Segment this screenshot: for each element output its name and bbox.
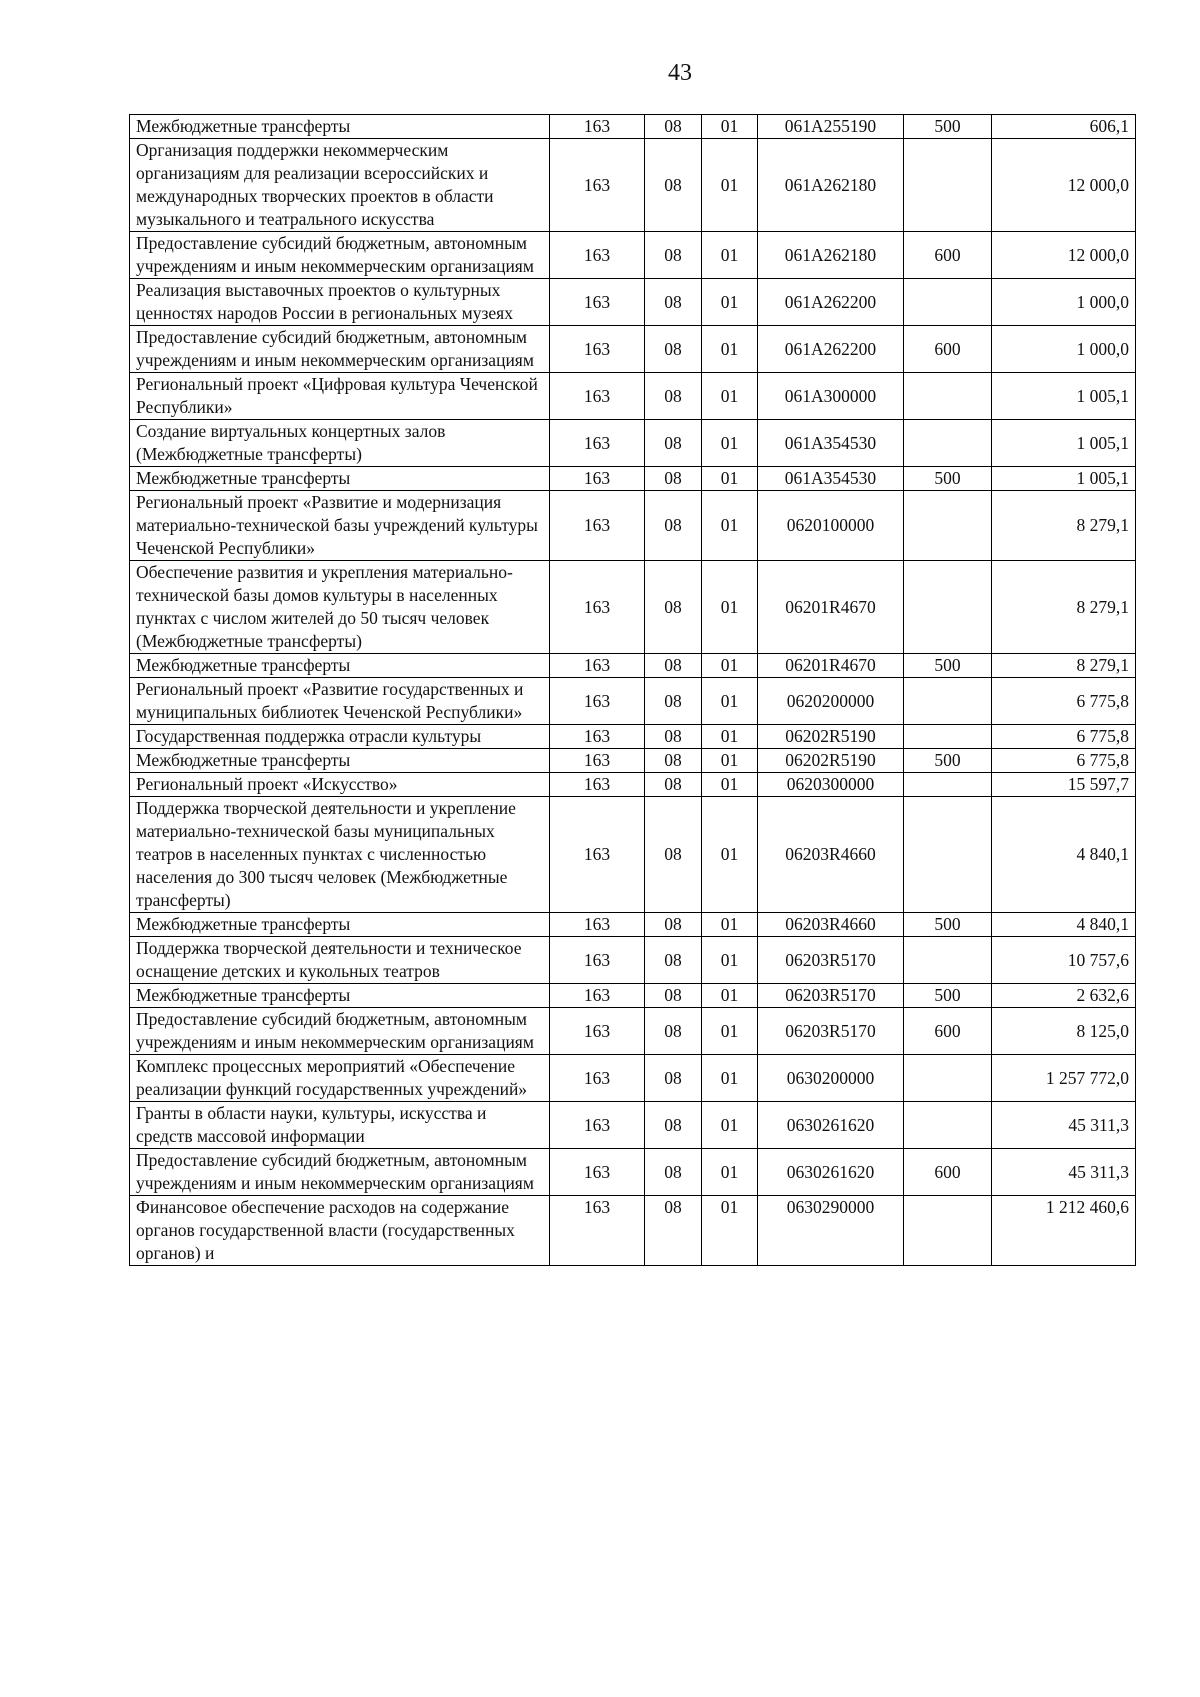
- amount-cell: 606,1: [992, 115, 1136, 139]
- expense-type-cell: 500: [904, 749, 992, 773]
- subsection-code-cell: 01: [702, 1149, 758, 1196]
- section-code-cell: 08: [645, 1196, 702, 1266]
- section-code-cell: 08: [645, 279, 702, 326]
- table-row: [130, 326, 1136, 373]
- subsection-code-cell: 01: [702, 678, 758, 725]
- section-code-cell: 08: [645, 773, 702, 797]
- subsection-code-cell: 01: [702, 1196, 758, 1266]
- ministry-code-cell: 163: [550, 1008, 645, 1055]
- ministry-code-cell: 163: [550, 937, 645, 984]
- section-code-cell: 08: [645, 1055, 702, 1102]
- amount-cell: 1 000,0: [992, 279, 1136, 326]
- expense-name-cell: Предоставление субсидий бюджетным, автономным учреждениям и иным некоммерческим организациям: [130, 326, 550, 373]
- subsection-code-cell: 01: [702, 725, 758, 749]
- table-row: [130, 749, 1136, 773]
- ministry-code-cell: 163: [550, 1149, 645, 1196]
- section-code-cell: 08: [645, 749, 702, 773]
- expense-type-cell: [904, 1055, 992, 1102]
- amount-cell: 1 257 772,0: [992, 1055, 1136, 1102]
- target-article-cell: 06203R5170: [758, 1008, 904, 1055]
- expense-type-cell: [904, 1102, 992, 1149]
- expense-name-cell: Региональный проект «Цифровая культура Чеченской Республики»: [130, 373, 550, 420]
- expense-name-cell: Региональный проект «Развитие и модернизация материально-технической базы учреждений культуры Чеченской Республики»: [130, 491, 550, 561]
- amount-cell: 8 125,0: [992, 1008, 1136, 1055]
- expense-type-cell: [904, 491, 992, 561]
- table-row: [130, 1008, 1136, 1055]
- section-code-cell: 08: [645, 1102, 702, 1149]
- amount-cell: 8 279,1: [992, 654, 1136, 678]
- amount-cell: 6 775,8: [992, 749, 1136, 773]
- expense-type-cell: 600: [904, 1149, 992, 1196]
- section-code-cell: 08: [645, 115, 702, 139]
- expense-name-cell: Поддержка творческой деятельности и техническое оснащение детских и кукольных театров: [130, 937, 550, 984]
- amount-cell: 6 775,8: [992, 725, 1136, 749]
- section-code-cell: 08: [645, 232, 702, 279]
- expense-type-cell: 500: [904, 913, 992, 937]
- ministry-code-cell: 163: [550, 654, 645, 678]
- ministry-code-cell: 163: [550, 232, 645, 279]
- expense-name-cell: Гранты в области науки, культуры, искусства и средств массовой информации: [130, 1102, 550, 1149]
- expense-type-cell: [904, 678, 992, 725]
- table-row: [130, 1055, 1136, 1102]
- ministry-code-cell: 163: [550, 678, 645, 725]
- target-article-cell: 06201R4670: [758, 561, 904, 654]
- section-code-cell: 08: [645, 937, 702, 984]
- table-body: [130, 115, 1136, 1266]
- subsection-code-cell: 01: [702, 279, 758, 326]
- ministry-code-cell: 163: [550, 1102, 645, 1149]
- target-article-cell: 061A262200: [758, 326, 904, 373]
- section-code-cell: 08: [645, 984, 702, 1008]
- table-row: [130, 373, 1136, 420]
- table-row: [130, 913, 1136, 937]
- expense-name-cell: Финансовое обеспечение расходов на содержание органов государственной власти (государственных органов) и: [130, 1196, 550, 1266]
- expense-type-cell: [904, 797, 992, 913]
- subsection-code-cell: 01: [702, 1055, 758, 1102]
- page-number: 43: [668, 60, 692, 86]
- target-article-cell: 0620100000: [758, 491, 904, 561]
- expense-name-cell: Межбюджетные трансферты: [130, 749, 550, 773]
- expense-type-cell: [904, 279, 992, 326]
- table-row: [130, 773, 1136, 797]
- ministry-code-cell: 163: [550, 139, 645, 232]
- target-article-cell: 0630261620: [758, 1102, 904, 1149]
- section-code-cell: 08: [645, 491, 702, 561]
- subsection-code-cell: 01: [702, 984, 758, 1008]
- amount-cell: 4 840,1: [992, 797, 1136, 913]
- section-code-cell: 08: [645, 678, 702, 725]
- target-article-cell: 06202R5190: [758, 725, 904, 749]
- section-code-cell: 08: [645, 797, 702, 913]
- amount-cell: 1 000,0: [992, 326, 1136, 373]
- amount-cell: 1 005,1: [992, 420, 1136, 467]
- expense-type-cell: [904, 937, 992, 984]
- ministry-code-cell: 163: [550, 279, 645, 326]
- section-code-cell: 08: [645, 654, 702, 678]
- target-article-cell: 061A262180: [758, 139, 904, 232]
- target-article-cell: 061A262200: [758, 279, 904, 326]
- expense-name-cell: Создание виртуальных концертных залов (Межбюджетные трансферты): [130, 420, 550, 467]
- amount-cell: 8 279,1: [992, 491, 1136, 561]
- target-article-cell: 061A255190: [758, 115, 904, 139]
- subsection-code-cell: 01: [702, 467, 758, 491]
- expense-name-cell: Комплекс процессных мероприятий «Обеспечение реализации функций государственных учреждений»: [130, 1055, 550, 1102]
- expense-type-cell: [904, 1196, 992, 1266]
- expense-name-cell: Межбюджетные трансферты: [130, 115, 550, 139]
- section-code-cell: 08: [645, 913, 702, 937]
- amount-cell: 45 311,3: [992, 1149, 1136, 1196]
- table-row: [130, 654, 1136, 678]
- expense-name-cell: Межбюджетные трансферты: [130, 467, 550, 491]
- amount-cell: 10 757,6: [992, 937, 1136, 984]
- expense-name-cell: Предоставление субсидий бюджетным, автономным учреждениям и иным некоммерческим организациям: [130, 1149, 550, 1196]
- section-code-cell: 08: [645, 561, 702, 654]
- expense-name-cell: Предоставление субсидий бюджетным, автономным учреждениям и иным некоммерческим организациям: [130, 232, 550, 279]
- subsection-code-cell: 01: [702, 420, 758, 467]
- amount-cell: 12 000,0: [992, 232, 1136, 279]
- subsection-code-cell: 01: [702, 797, 758, 913]
- target-article-cell: 0620300000: [758, 773, 904, 797]
- expense-name-cell: Межбюджетные трансферты: [130, 654, 550, 678]
- table-row: [130, 279, 1136, 326]
- expense-name-cell: Государственная поддержка отрасли культуры: [130, 725, 550, 749]
- target-article-cell: 061A354530: [758, 420, 904, 467]
- target-article-cell: 06202R5190: [758, 749, 904, 773]
- amount-cell: 45 311,3: [992, 1102, 1136, 1149]
- ministry-code-cell: 163: [550, 1055, 645, 1102]
- budget-table: [129, 114, 1136, 1266]
- section-code-cell: 08: [645, 420, 702, 467]
- target-article-cell: 06203R5170: [758, 937, 904, 984]
- expense-type-cell: [904, 139, 992, 232]
- ministry-code-cell: 163: [550, 115, 645, 139]
- subsection-code-cell: 01: [702, 373, 758, 420]
- table-row: [130, 1102, 1136, 1149]
- table-row: [130, 467, 1136, 491]
- expense-type-cell: [904, 373, 992, 420]
- expense-name-cell: Межбюджетные трансферты: [130, 984, 550, 1008]
- table-row: [130, 232, 1136, 279]
- section-code-cell: 08: [645, 725, 702, 749]
- expense-name-cell: Обеспечение развития и укрепления материально-технической базы домов культуры в населенных пунктах с числом жителей до 50 тысяч человек (Межбюджетные трансферты): [130, 561, 550, 654]
- amount-cell: 4 840,1: [992, 913, 1136, 937]
- expense-name-cell: Поддержка творческой деятельности и укрепление материально-технической базы муниципальных театров в населенных пунктах с численностью населения до 300 тысяч человек (Межбюджетные трансферты): [130, 797, 550, 913]
- subsection-code-cell: 01: [702, 491, 758, 561]
- subsection-code-cell: 01: [702, 749, 758, 773]
- table-row: [130, 561, 1136, 654]
- expense-name-cell: Предоставление субсидий бюджетным, автономным учреждениям и иным некоммерческим организациям: [130, 1008, 550, 1055]
- amount-cell: 1 005,1: [992, 467, 1136, 491]
- table-row: [130, 139, 1136, 232]
- section-code-cell: 08: [645, 1008, 702, 1055]
- table-row: [130, 678, 1136, 725]
- expense-type-cell: 500: [904, 467, 992, 491]
- table-row: [130, 1196, 1136, 1266]
- table-row: [130, 725, 1136, 749]
- subsection-code-cell: 01: [702, 1102, 758, 1149]
- expense-type-cell: 500: [904, 654, 992, 678]
- ministry-code-cell: 163: [550, 984, 645, 1008]
- ministry-code-cell: 163: [550, 749, 645, 773]
- target-article-cell: 06201R4670: [758, 654, 904, 678]
- ministry-code-cell: 163: [550, 797, 645, 913]
- subsection-code-cell: 01: [702, 326, 758, 373]
- expense-name-cell: Региональный проект «Развитие государственных и муниципальных библиотек Чеченской Республики»: [130, 678, 550, 725]
- section-code-cell: 08: [645, 1149, 702, 1196]
- ministry-code-cell: 163: [550, 1196, 645, 1266]
- expense-type-cell: 600: [904, 232, 992, 279]
- table-row: [130, 984, 1136, 1008]
- amount-cell: 12 000,0: [992, 139, 1136, 232]
- target-article-cell: 0630200000: [758, 1055, 904, 1102]
- amount-cell: 6 775,8: [992, 678, 1136, 725]
- ministry-code-cell: 163: [550, 561, 645, 654]
- amount-cell: 2 632,6: [992, 984, 1136, 1008]
- subsection-code-cell: 01: [702, 115, 758, 139]
- table-row: [130, 797, 1136, 913]
- ministry-code-cell: 163: [550, 913, 645, 937]
- target-article-cell: 0630290000: [758, 1196, 904, 1266]
- ministry-code-cell: 163: [550, 467, 645, 491]
- subsection-code-cell: 01: [702, 913, 758, 937]
- expense-name-cell: Межбюджетные трансферты: [130, 913, 550, 937]
- expense-type-cell: 600: [904, 1008, 992, 1055]
- table-row: [130, 115, 1136, 139]
- ministry-code-cell: 163: [550, 420, 645, 467]
- target-article-cell: 06203R4660: [758, 797, 904, 913]
- ministry-code-cell: 163: [550, 773, 645, 797]
- table-row: [130, 937, 1136, 984]
- section-code-cell: 08: [645, 326, 702, 373]
- section-code-cell: 08: [645, 467, 702, 491]
- expense-type-cell: [904, 561, 992, 654]
- target-article-cell: 061A300000: [758, 373, 904, 420]
- expense-type-cell: 500: [904, 115, 992, 139]
- section-code-cell: 08: [645, 139, 702, 232]
- table-row: [130, 1149, 1136, 1196]
- target-article-cell: 0620200000: [758, 678, 904, 725]
- amount-cell: 1 005,1: [992, 373, 1136, 420]
- subsection-code-cell: 01: [702, 232, 758, 279]
- target-article-cell: 0630261620: [758, 1149, 904, 1196]
- amount-cell: 15 597,7: [992, 773, 1136, 797]
- ministry-code-cell: 163: [550, 491, 645, 561]
- amount-cell: 8 279,1: [992, 561, 1136, 654]
- table-row: [130, 491, 1136, 561]
- expense-type-cell: 600: [904, 326, 992, 373]
- ministry-code-cell: 163: [550, 373, 645, 420]
- expense-type-cell: [904, 725, 992, 749]
- expense-type-cell: [904, 773, 992, 797]
- expense-type-cell: [904, 420, 992, 467]
- expense-name-cell: Организация поддержки некоммерческим организациям для реализации всероссийских и международных творческих проектов в области музыкального и театрального искусства: [130, 139, 550, 232]
- subsection-code-cell: 01: [702, 561, 758, 654]
- target-article-cell: 061A262180: [758, 232, 904, 279]
- expense-name-cell: Реализация выставочных проектов о культурных ценностях народов России в региональных музеях: [130, 279, 550, 326]
- subsection-code-cell: 01: [702, 773, 758, 797]
- expense-type-cell: 500: [904, 984, 992, 1008]
- target-article-cell: 06203R4660: [758, 913, 904, 937]
- section-code-cell: 08: [645, 373, 702, 420]
- table-row: [130, 420, 1136, 467]
- subsection-code-cell: 01: [702, 654, 758, 678]
- expense-name-cell: Региональный проект «Искусство»: [130, 773, 550, 797]
- ministry-code-cell: 163: [550, 725, 645, 749]
- target-article-cell: 061A354530: [758, 467, 904, 491]
- subsection-code-cell: 01: [702, 937, 758, 984]
- target-article-cell: 06203R5170: [758, 984, 904, 1008]
- ministry-code-cell: 163: [550, 326, 645, 373]
- subsection-code-cell: 01: [702, 1008, 758, 1055]
- amount-cell: 1 212 460,6: [992, 1196, 1136, 1266]
- subsection-code-cell: 01: [702, 139, 758, 232]
